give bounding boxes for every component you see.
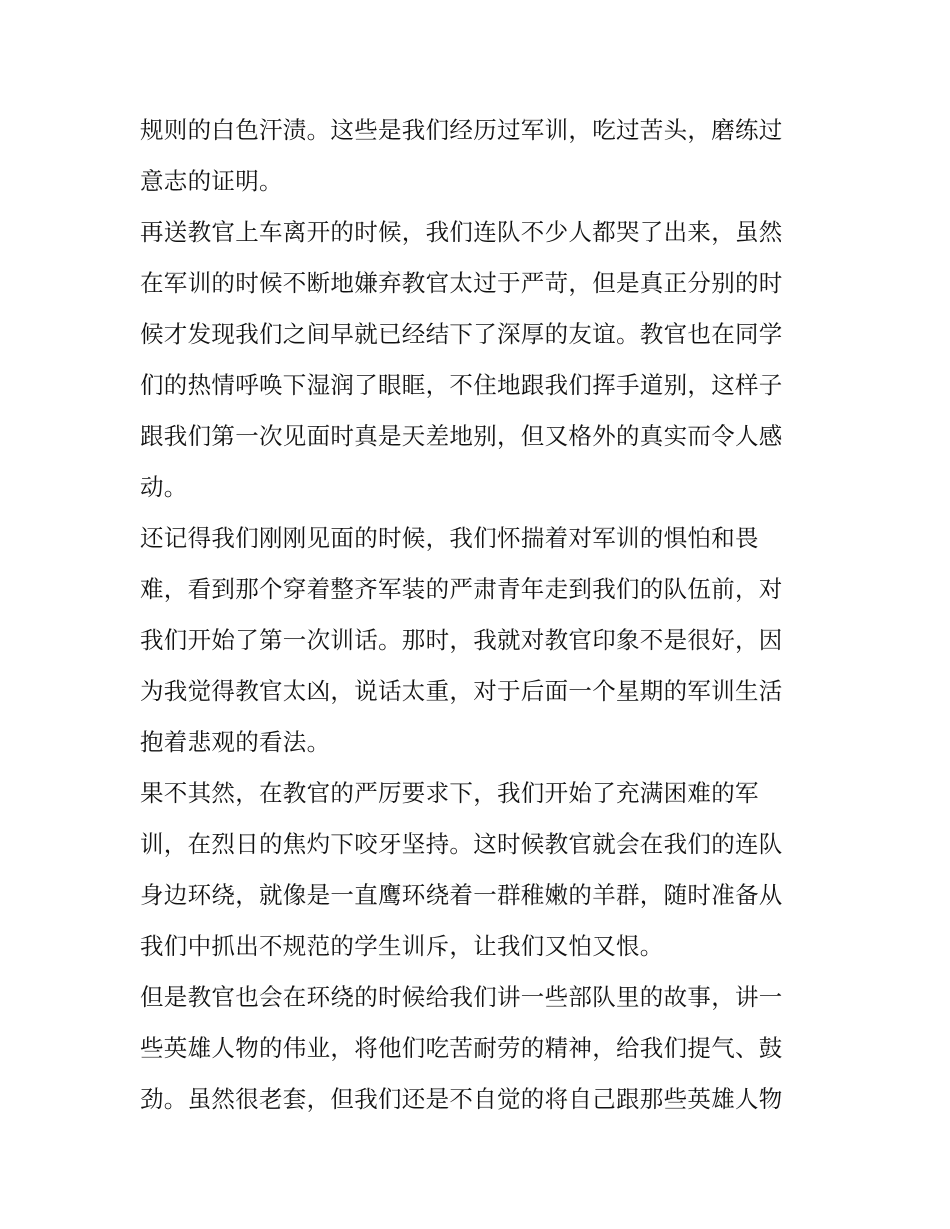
text-line: 我们开始了第一次训话。那时，我就对教官印象不是很好，因 xyxy=(140,626,783,654)
text-line: 们的热情呼唤下湿润了眼眶，不住地跟我们挥手道别，这样子 xyxy=(140,371,783,399)
text-line: 但是教官也会在环绕的时候给我们讲一些部队里的故事，讲一 xyxy=(140,983,783,1011)
text-line: 果不其然，在教官的严厉要求下，我们开始了充满困难的军 xyxy=(140,779,759,807)
text-line: 身边环绕，就像是一直鹰环绕着一群稚嫩的羊群，随时准备从 xyxy=(140,881,783,909)
text-line: 动。 xyxy=(140,473,188,501)
text-line: 劲。虽然很老套，但我们还是不自觉的将自己跟那些英雄人物 xyxy=(140,1085,783,1113)
text-line: 难，看到那个穿着整齐军装的严肃青年走到我们的队伍前，对 xyxy=(140,575,783,603)
text-line: 跟我们第一次见面时真是天差地别，但又格外的真实而令人感 xyxy=(140,422,783,450)
text-line: 我们中抓出不规范的学生训斥，让我们又怕又恨。 xyxy=(140,932,664,960)
text-line: 训，在烈日的焦灼下咬牙坚持。这时候教官就会在我们的连队 xyxy=(140,830,783,858)
text-line: 意志的证明。 xyxy=(140,167,283,195)
text-line: 规则的白色汗渍。这些是我们经历过军训，吃过苦头，磨练过 xyxy=(140,116,783,144)
text-line: 抱着悲观的看法。 xyxy=(140,728,331,756)
text-line: 为我觉得教官太凶，说话太重，对于后面一个星期的军训生活 xyxy=(140,677,783,705)
text-line: 还记得我们刚刚见面的时候，我们怀揣着对军训的惧怕和畏 xyxy=(140,524,759,552)
text-line: 些英雄人物的伟业，将他们吃苦耐劳的精神，给我们提气、鼓 xyxy=(140,1034,783,1062)
document-body xyxy=(140,105,820,1125)
text-line: 再送教官上车离开的时候，我们连队不少人都哭了出来，虽然 xyxy=(140,218,783,246)
text-line: 在军训的时候不断地嫌弃教官太过于严苛，但是真正分别的时 xyxy=(140,269,783,297)
text-line: 候才发现我们之间早就已经结下了深厚的友谊。教官也在同学 xyxy=(140,320,783,348)
